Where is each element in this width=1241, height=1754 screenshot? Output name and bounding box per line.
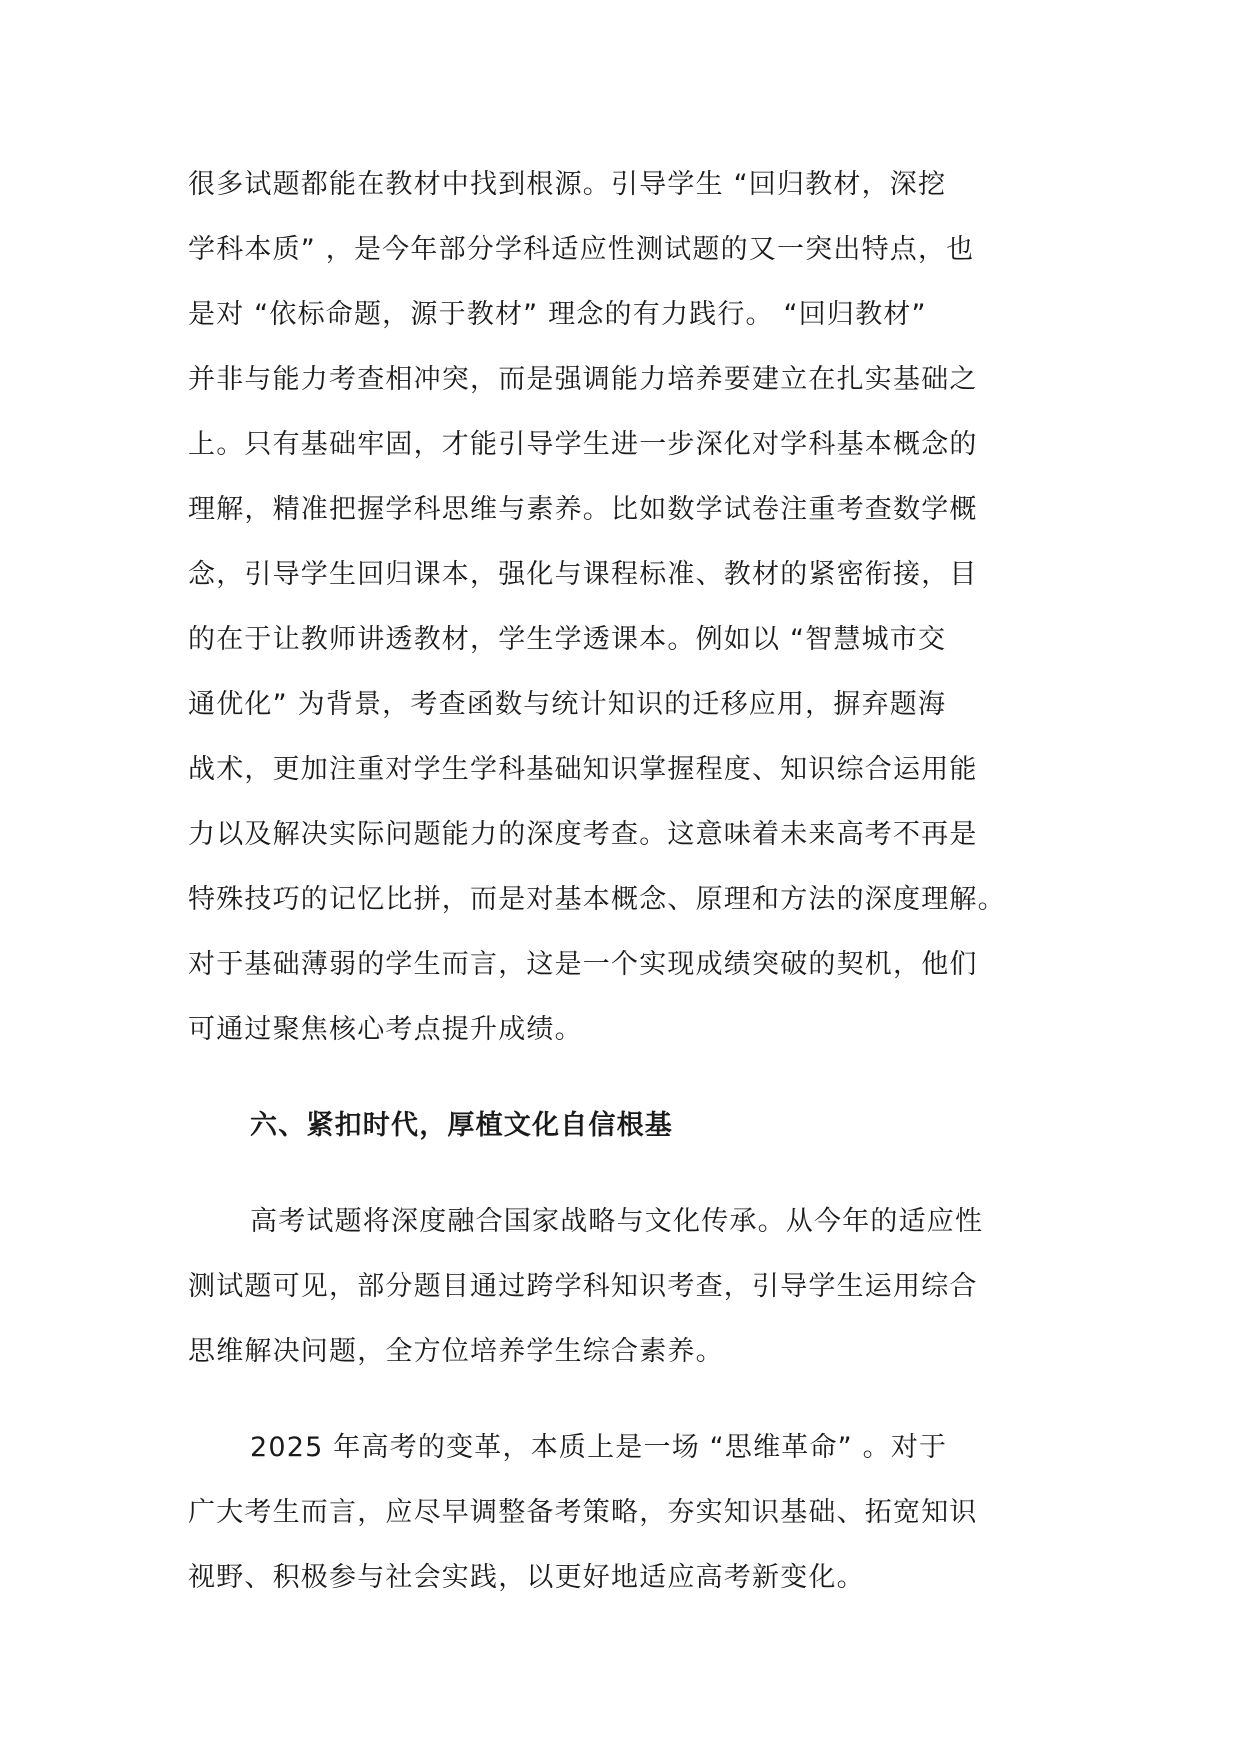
paragraph-line: 并非与能力考查相冲突，而是强调能力培养要建立在扎实基础之 bbox=[188, 364, 978, 395]
paragraph-line: 战术，更加注重对学生学科基础知识掌握程度、知识综合运用能 bbox=[188, 754, 978, 785]
paragraph-line: 对于基础薄弱的学生而言，这是一个实现成绩突破的契机，他们 bbox=[188, 949, 978, 980]
section-heading: 六、紧扣时代，厚植文化自信根基 bbox=[250, 1110, 673, 1141]
paragraph-line: 上。只有基础牢固，才能引导学生进一步深化对学科基本概念的 bbox=[188, 429, 978, 460]
paragraph-spacer bbox=[188, 1062, 1068, 1093]
paragraph-spacer bbox=[188, 1384, 1068, 1415]
paragraph-line: 理解，精准把握学科思维与素养。比如数学试卷注重考查数学概 bbox=[188, 494, 978, 525]
paragraph-line: 思维解决问题，全方位培养学生综合素养。 bbox=[188, 1336, 724, 1367]
paragraph-2 bbox=[188, 1189, 1068, 1384]
paragraph-line: 力以及解决实际问题能力的深度考查。这意味着未来高考不再是 bbox=[188, 819, 978, 850]
paragraph-1 bbox=[188, 152, 1068, 1062]
paragraph-3 bbox=[188, 1415, 1068, 1610]
paragraph-line: 特殊技巧的记忆比拼，而是对基本概念、原理和方法的深度理解。 bbox=[188, 884, 1006, 915]
paragraph-line: 念，引导学生回归课本，强化与课程标准、教材的紧密衔接，目 bbox=[188, 559, 978, 590]
paragraph-line: 是对 “依标命题，源于教材” 理念的有力践行。 “回归教材” bbox=[188, 299, 927, 330]
paragraph-spacer bbox=[188, 1158, 1068, 1189]
paragraph-line: 高考试题将深度融合国家战略与文化传承。从今年的适应性 bbox=[250, 1206, 984, 1237]
paragraph-line: 的在于让教师讲透教材，学生学透课本。例如以 “智慧城市交 bbox=[188, 624, 947, 655]
paragraph-line: 测试题可见，部分题目通过跨学科知识考查，引导学生运用综合 bbox=[188, 1271, 978, 1302]
paragraph-line: 通优化” 为背景，考查函数与统计知识的迁移应用，摒弃题海 bbox=[188, 689, 947, 720]
paragraph-line: 视野、积极参与社会实践，以更好地适应高考新变化。 bbox=[188, 1562, 865, 1593]
paragraph-line: 可通过聚焦核心考点提升成绩。 bbox=[188, 1014, 583, 1045]
paragraph-line: 很多试题都能在教材中找到根源。引导学生 “回归教材，深挖 bbox=[188, 169, 947, 200]
paragraph-line: 广大考生而言，应尽早调整备考策略，夯实知识基础、拓宽知识 bbox=[188, 1497, 978, 1528]
paragraph-line: 2025 年高考的变革，本质上是一场 “思维革命” 。对于 bbox=[250, 1432, 948, 1463]
document-body bbox=[188, 152, 1068, 1610]
paragraph-line: 学科本质” ，是今年部分学科适应性测试题的又一突出特点，也 bbox=[188, 234, 975, 265]
